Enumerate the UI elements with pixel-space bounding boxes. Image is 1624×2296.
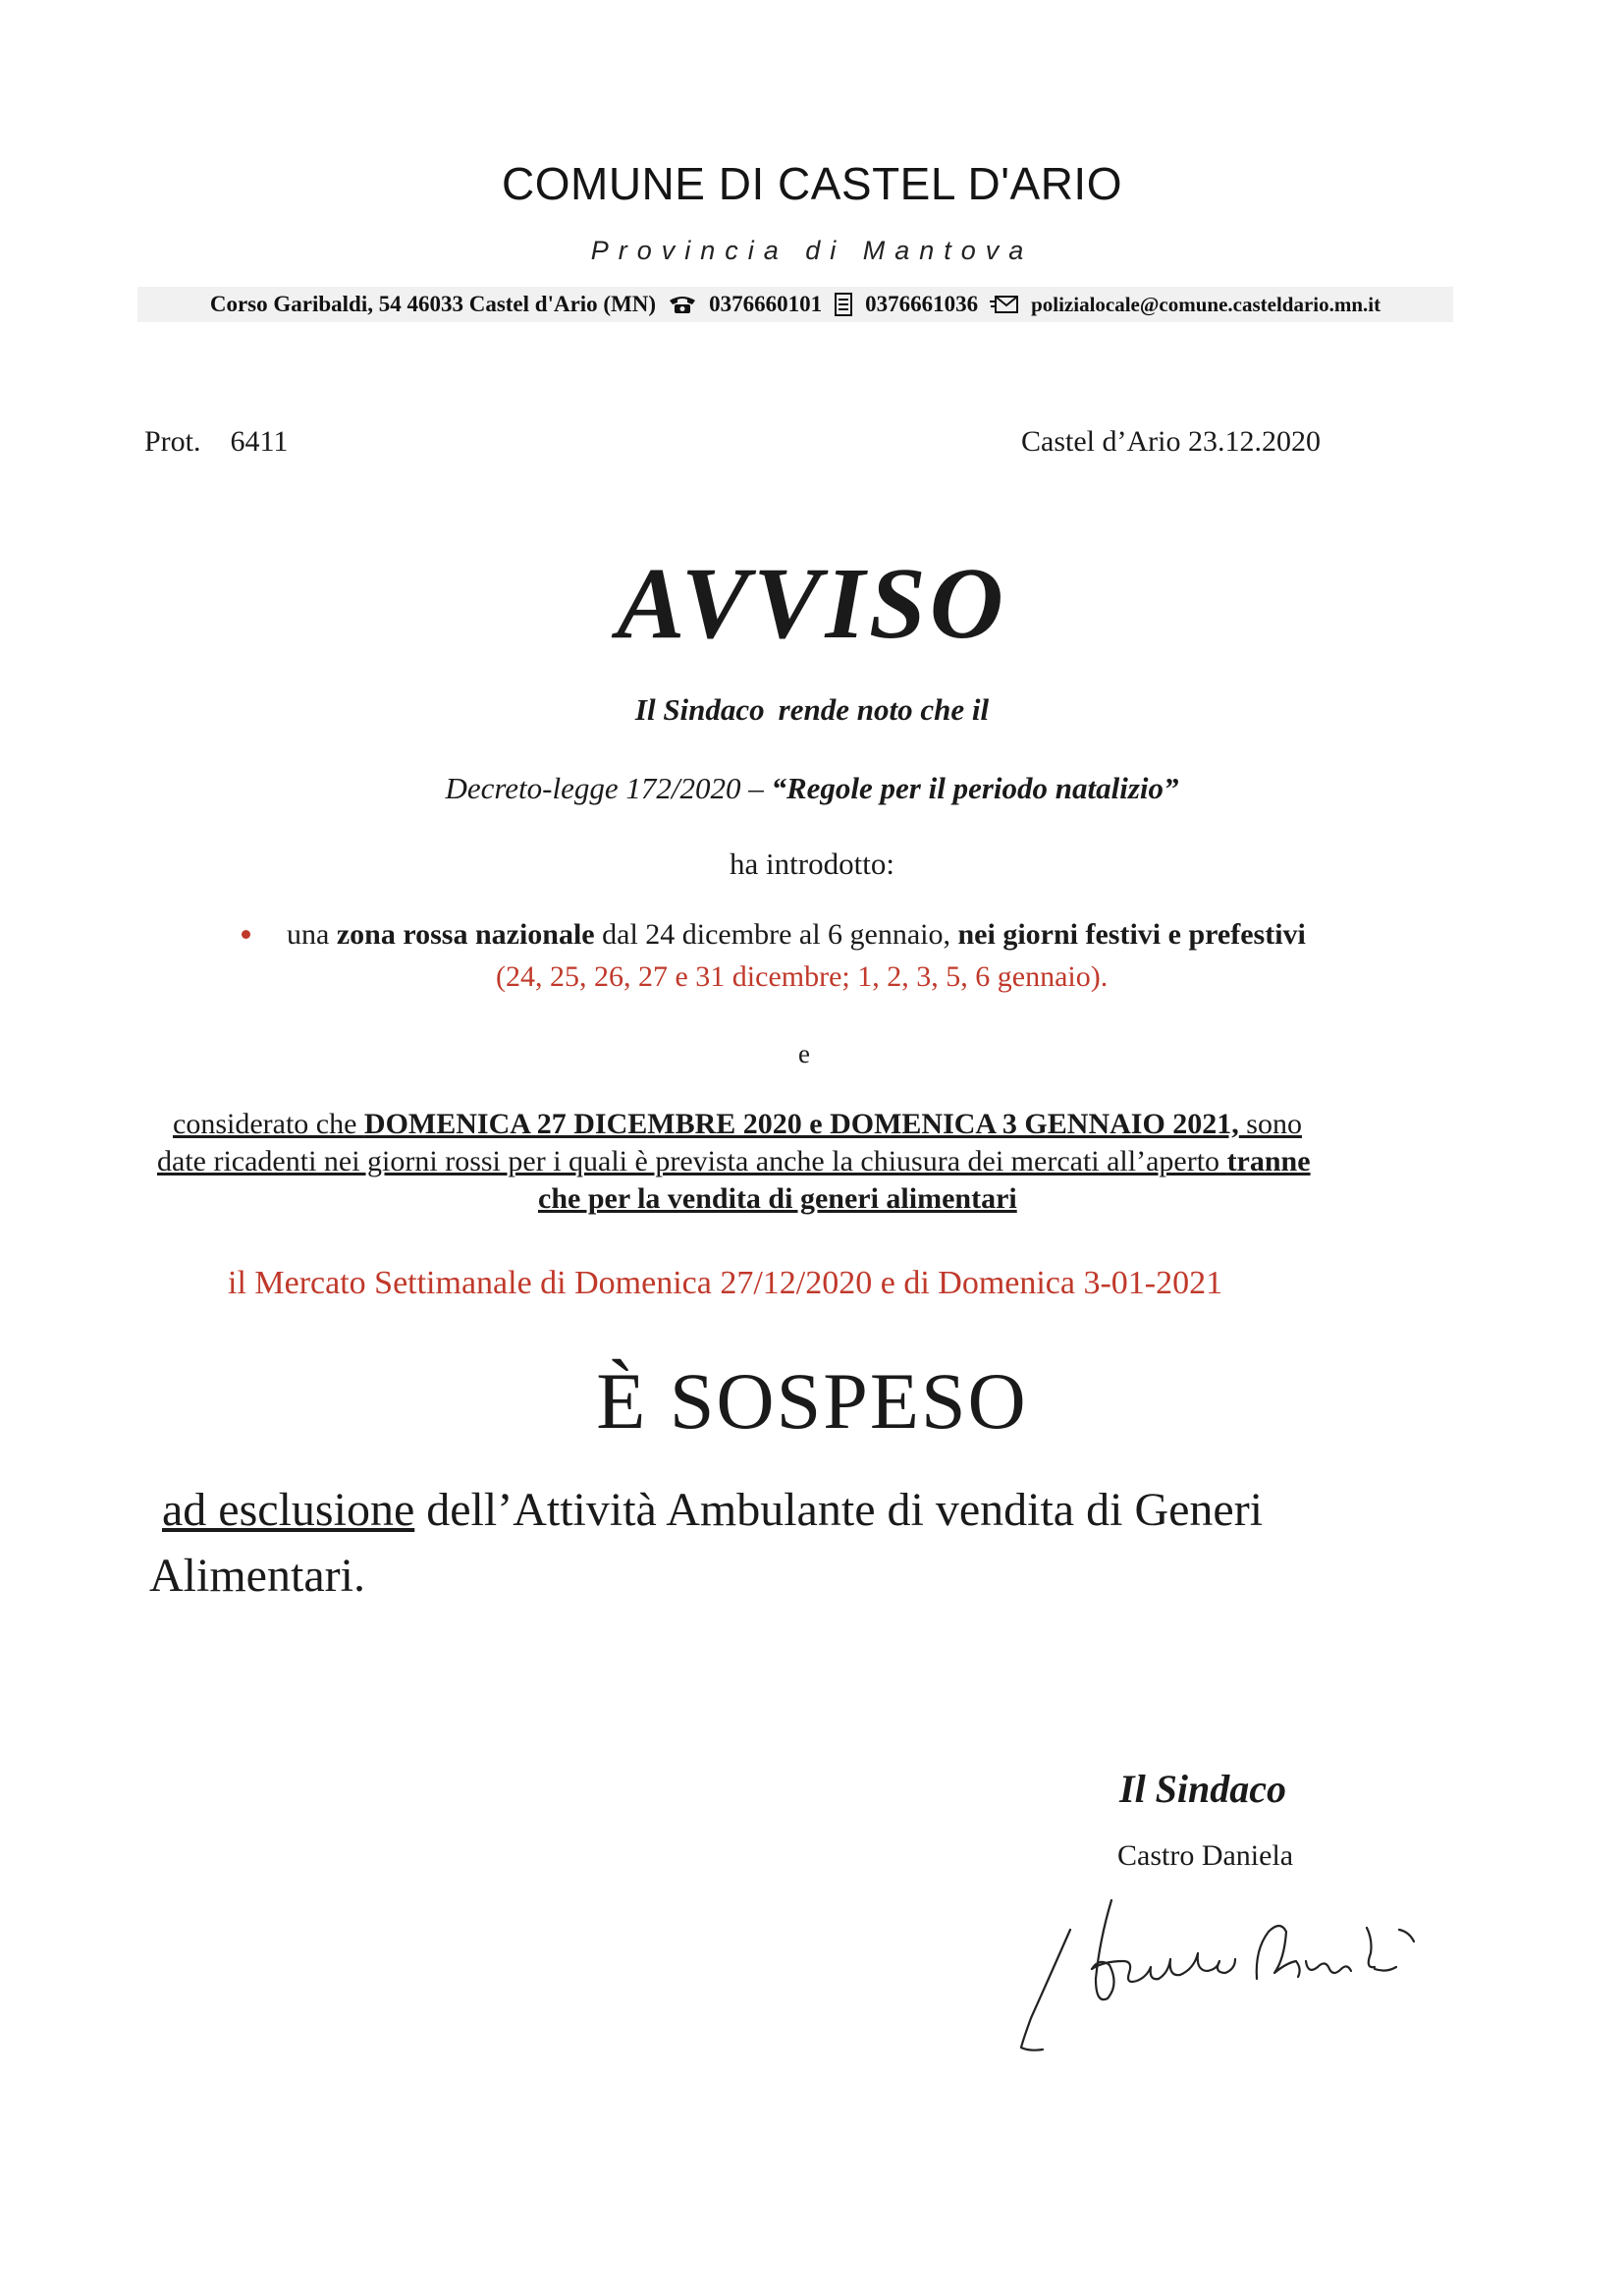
introduced-line: ha introdotto: — [730, 847, 894, 881]
intro-subject: Il Sindaco — [634, 692, 765, 727]
email-address: polizialocale@comune.casteldario.mn.it — [1031, 292, 1381, 316]
decree-reference: Decreto-legge 172/2020 – — [445, 771, 772, 805]
municipality-title: COMUNE DI CASTEL D'ARIO — [502, 158, 1122, 209]
considering-line-2 — [157, 1145, 1311, 1178]
considering-line-3: che per la vendita di generi alimentari — [538, 1182, 1017, 1215]
intro-rest: rende noto che il — [778, 692, 990, 727]
signature-name: Castro Daniela — [1117, 1839, 1294, 1872]
bullet-dates: (24, 25, 26, 27 e 31 dicembre; 1, 2, 3, 5, 6 gennaio). — [496, 960, 1109, 993]
bullet-dot-icon — [242, 930, 250, 939]
considering-text-2-bold: tranne — [1226, 1145, 1311, 1177]
considering-text-2: date ricadenti nei giorni rossi per i quali è prevista anche la chiusura dei mercati all’aperto — [157, 1145, 1227, 1177]
exclusion-text: dell’Attività Ambulante di vendita di Generi — [414, 1484, 1264, 1536]
bullet-text-1: una — [287, 918, 337, 951]
suspended-heading: È SOSPESO — [596, 1356, 1028, 1446]
address-text: Corso Garibaldi, 54 46033 Castel d'Ario (MN) — [209, 292, 657, 316]
considering-text-1: considerato che — [173, 1108, 364, 1140]
exclusion-line-2: Alimentari. — [149, 1550, 365, 1602]
considering-line-1 — [173, 1108, 1302, 1141]
bullet-bold-2: nei giorni festivi e prefestivi — [957, 918, 1306, 951]
exclusion-underlined: ad esclusione — [162, 1484, 415, 1536]
conjunction: e — [798, 1039, 810, 1068]
phone-number: 0376660101 — [709, 292, 823, 316]
address-bar — [137, 287, 1453, 322]
exclusion-line-1 — [162, 1483, 1263, 1537]
notice-heading: AVVISO — [617, 547, 1007, 660]
fax-icon — [834, 293, 853, 316]
handwritten-signature — [1001, 1871, 1434, 2072]
bullet-item — [287, 918, 1306, 952]
considering-dates: DOMENICA 27 DICEMBRE 2020 e DOMENICA 3 GENNAIO 2021, — [363, 1108, 1239, 1140]
protocol-label: Prot. — [144, 425, 201, 458]
protocol-number: 6411 — [230, 425, 289, 458]
decree-title: “Regole per il periodo natalizio” — [771, 771, 1179, 805]
intro-line — [0, 692, 1624, 728]
phone-icon — [668, 294, 697, 315]
place-date: Castel d’Ario 23.12.2020 — [1021, 425, 1321, 458]
email-icon — [990, 294, 1019, 315]
province-subtitle: Provincia di Mantova — [590, 236, 1034, 265]
decree-line — [0, 771, 1624, 806]
market-line: il Mercato Settimanale di Domenica 27/12/2020 e di Domenica 3-01-2021 — [228, 1265, 1223, 1301]
considering-text-1-end: sono — [1238, 1108, 1302, 1140]
bullet-text-2: dal 24 dicembre al 6 gennaio, — [594, 918, 958, 951]
protocol — [144, 425, 288, 459]
fax-number: 0376661036 — [865, 292, 979, 316]
bullet-bold-1: zona rossa nazionale — [336, 918, 595, 951]
signature-title: Il Sindaco — [1119, 1767, 1287, 1811]
